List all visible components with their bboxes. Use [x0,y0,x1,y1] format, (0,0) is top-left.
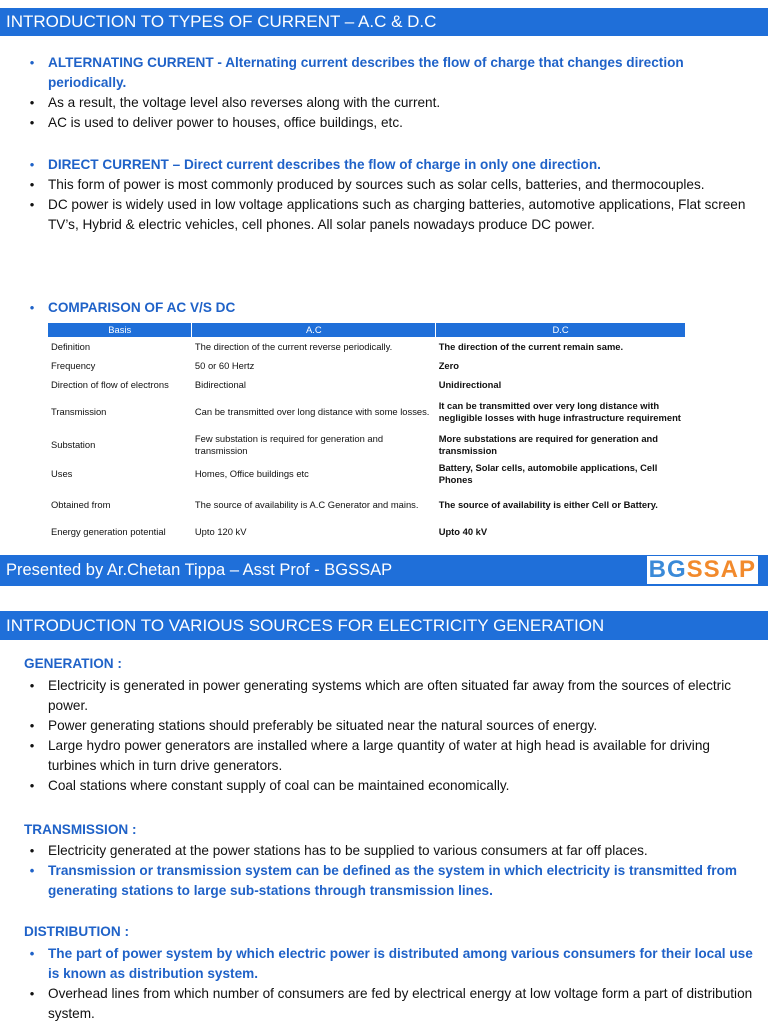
dc-bullet-list [24,155,756,235]
bullet-icon: • [29,738,35,753]
table-cell: Substation [51,439,96,450]
table-row [48,460,686,488]
table-cell: Unidirectional [438,378,502,390]
list-item: • As a result, the voltage level also reverses along with the current. [24,93,756,113]
bullet-icon: • [29,778,35,793]
list-item: • Power generating stations should preferably be situated near the natural sources of energy. [24,716,756,736]
table-cell: Energy generation potential [51,526,166,537]
list-item: • Transmission or transmission system can be defined as the system in which electricity is transmitted from generating stations to large sub-stations through transmission lines. [24,861,756,901]
table-header-row [48,323,686,337]
slide-title: INTRODUCTION TO TYPES OF CURRENT – A.C & D.C [6,12,437,31]
bullet-icon: • [29,863,35,878]
table-cell: The direction of the current reverse periodically. [194,341,393,352]
table-cell: Transmission [51,406,107,417]
list-item: • Overhead lines from which number of consumers are fed by electrical energy at low voltage form a part of distribution system. [24,984,756,1024]
list-item: • AC is used to deliver power to houses, office buildings, etc. [24,113,756,133]
table-cell: Zero [438,360,460,371]
bullet-icon: • [29,95,35,110]
bullet-icon: • [29,946,35,961]
slide-title: INTRODUCTION TO VARIOUS SOURCES FOR ELECTRICITY GENERATION [6,616,605,635]
comparison-table [48,323,686,542]
table-cell: Obtained from [51,499,111,510]
bullet-icon: • [29,55,35,70]
transmission-bullet-list [24,841,756,901]
bullet-icon: • [29,300,35,315]
slide-title-banner [0,611,768,640]
table-cell: The source of availability is A.C Generator and mains. [194,499,419,510]
bullet-icon: • [29,986,35,1001]
bullet-icon: • [29,177,35,192]
table-header-cell: D.C [436,323,686,337]
list-item: • DC power is widely used in low voltage applications such as charging batteries, automotive applications, Flat screen TV’s, Hybrid & electric vehicles, cell phones. All solar panels nowadays produce DC power. [24,195,756,235]
table-cell: Battery, Solar cells, automobile applications, Cell Phones [438,462,658,485]
comparison-heading-block [24,298,756,318]
table-cell: More substations are required for generation and transmission [438,433,658,456]
table-cell: Frequency [51,360,96,371]
table-cell: Can be transmitted over long distance with some losses. [194,406,430,417]
bullet-icon: • [29,115,35,130]
table-row [48,357,686,375]
generation-bullet-list [24,676,756,796]
list-item: • Coal stations where constant supply of coal can be maintained economically. [24,776,756,796]
presenter-credit: Presented by Ar.Chetan Tippa – Asst Prof - BGSSAP [6,561,393,579]
comparison-heading: • COMPARISON OF AC V/S DC [24,298,756,318]
bullet-icon: • [29,157,35,172]
list-item: • Electricity generated at the power stations has to be supplied to various consumers at far off places. [24,841,756,861]
generation-heading: GENERATION : [24,656,122,671]
table-cell: 50 or 60 Hertz [194,360,255,371]
slide-title-banner [0,8,768,36]
distribution-heading: DISTRIBUTION : [24,924,129,939]
list-item: • ALTERNATING CURRENT - Alternating current describes the flow of charge that changes direction periodically. [24,53,756,93]
table-cell: Homes, Office buildings etc [194,468,309,479]
table-cell: Few substation is required for generation and transmission [194,433,384,456]
table-row [48,430,686,460]
table-row [48,522,686,542]
table-cell: It can be transmitted over very long distance with negligible losses with huge infrastructure requirement [438,400,681,423]
table-row [48,375,686,394]
bullet-icon: • [29,718,35,733]
table-row [48,394,686,430]
list-item: • Electricity is generated in power generating systems which are often situated far away from the sources of electric power. [24,676,756,716]
bgssap-logo: BGSSAP [648,556,756,583]
list-item: • Large hydro power generators are installed where a large quantity of water at high head is available for driving turbines which in turn drive generators. [24,736,756,776]
table-cell: Bidirectional [194,378,246,390]
table-row [48,488,686,522]
list-item: • DIRECT CURRENT – Direct current describes the flow of charge in only one direction. [24,155,756,175]
table-cell: The source of availability is either Cell or Battery. [438,499,658,510]
table-cell: Upto 40 kV [438,526,488,537]
list-item: • The part of power system by which electric power is distributed among various consumers for their local use is known as distribution system. [24,944,756,984]
distribution-bullet-list [24,944,756,1024]
table-header-cell: A.C [192,323,436,337]
bullet-icon: • [29,843,35,858]
transmission-heading: TRANSMISSION : [24,822,137,837]
table-header-cell: Basis [48,323,192,337]
table-cell: Definition [51,341,91,352]
bullet-icon: • [29,197,35,212]
table-cell: Upto 120 kV [194,526,247,537]
table-cell: Direction of flow of electrons [51,378,169,390]
table-cell: The direction of the current remain same. [438,341,624,352]
table-cell: Uses [51,468,73,479]
table-row [48,337,686,357]
ac-bullet-list [24,53,756,133]
list-item: • This form of power is most commonly produced by sources such as solar cells, batteries, and thermocouples. [24,175,756,195]
bullet-icon: • [29,678,35,693]
